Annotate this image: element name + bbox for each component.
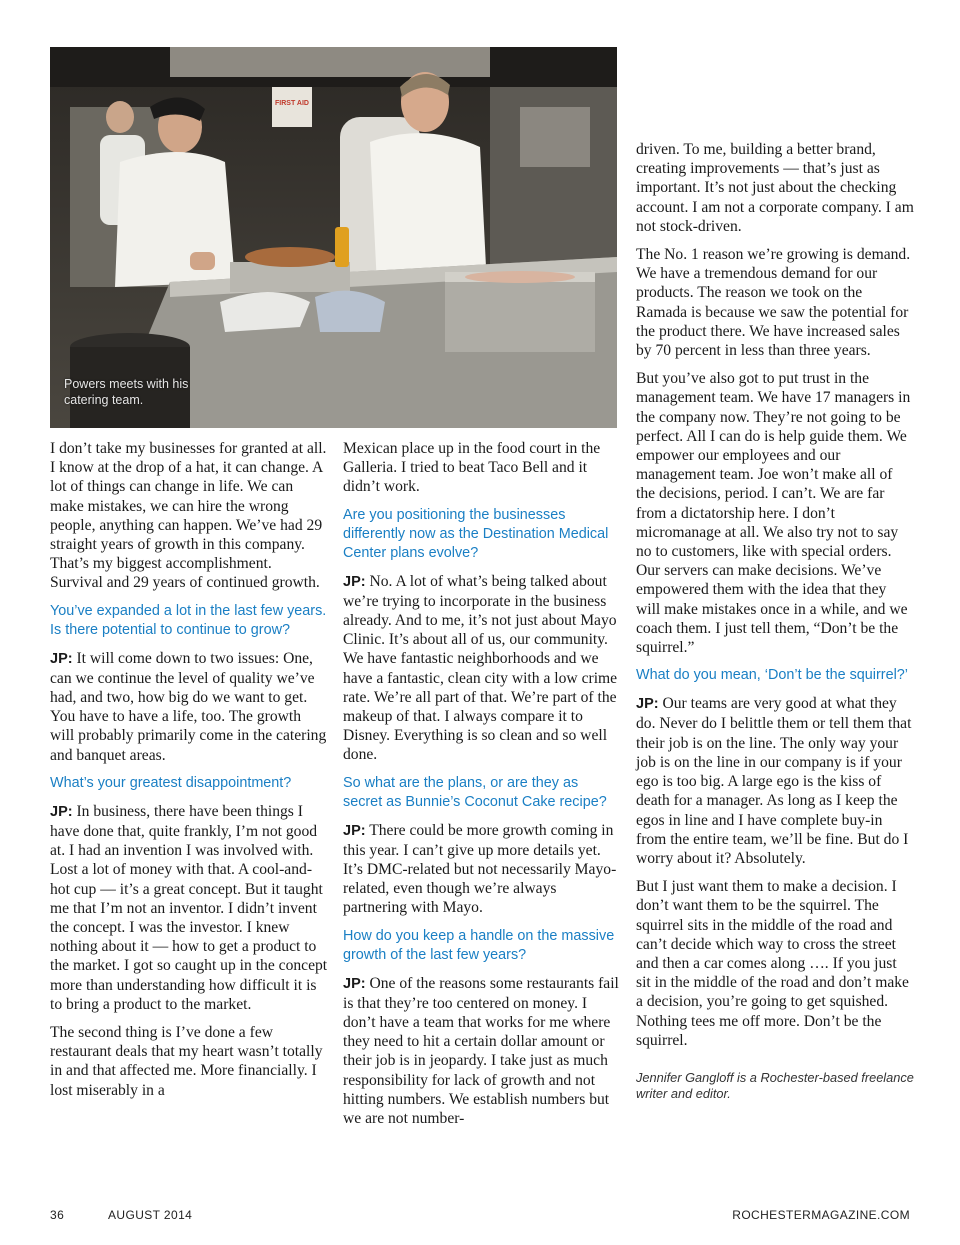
body-paragraph: driven. To me, building a better brand, creating improvements — that’s just as important. It’s not just about the checking account. I am not a corporate company. I am not stock-driven. bbox=[636, 141, 914, 235]
body-paragraph: But I just want them to make a decision. I don’t want them to be the squirrel. The squirrel sits in the middle of the road and can’t decide which way to cross the street and then a car comes along …. If you just sit in the middle of the road and don’t make a decision, you’re going to get squished. Nothing tees me off more. Don’t be the squirrel. bbox=[636, 878, 909, 1049]
article-column-3 bbox=[636, 140, 914, 1112]
answer-text: It will come down to two issues: One, can we continue the level of quality we’ve had, and two, how big do we want to get. You have to have a life, too. The growth will probably primarily come in the catering and banquet areas. bbox=[50, 649, 327, 764]
speaker-label: JP: bbox=[343, 573, 366, 590]
interview-question: You’ve expanded a lot in the last few years. Is there potential to continue to grow? bbox=[50, 602, 327, 638]
article-photo bbox=[50, 47, 617, 428]
article-column-1 bbox=[50, 439, 328, 1109]
page-number: 36 bbox=[50, 1208, 65, 1222]
interview-answer bbox=[343, 974, 621, 1129]
interview-answer bbox=[50, 802, 328, 1014]
interview-question: What’s your greatest disappointment? bbox=[50, 774, 292, 791]
interview-question: What do you mean, ‘Don’t be the squirrel?’ bbox=[636, 667, 908, 684]
interview-answer bbox=[50, 649, 328, 765]
answer-text: No. A lot of what’s being talked about we’re trying to incorporate in the business already. And to me, it’s not just about Mayo Clinic. It’s about all of us, our community. We have fantastic neighborhoods and we have a fantastic, clean city with a low crime rate. We’re all part of that. We’re part of the makeup of that. I always compare it to Disney. Everything is so clean and so well done. bbox=[343, 572, 618, 764]
photo-caption: Powers meets with his catering team. bbox=[64, 377, 189, 407]
speaker-label: JP: bbox=[50, 650, 73, 667]
interview-question: Are you positioning the businesses differently now as the Destination Medical Center plans evolve? bbox=[343, 506, 609, 561]
kitchen-photo-illustration bbox=[50, 47, 617, 428]
first-aid-sign: FIRST AID bbox=[275, 100, 309, 107]
interview-question: How do you keep a handle on the massive growth of the last few years? bbox=[343, 927, 615, 963]
interview-answer bbox=[343, 821, 621, 918]
answer-text: There could be more growth coming in this year. I can’t give up more details yet. It’s DMC-related but not necessarily Mayo-related, even though we’re always partnering with Mayo. bbox=[343, 821, 617, 917]
interview-answer bbox=[343, 572, 621, 765]
speaker-label: JP: bbox=[343, 975, 366, 992]
body-paragraph: But you’ve also got to put trust in the management team. We have 17 managers in the company now. They’re not going to be perfect. All I can do is help guide them. We empower our employees and our management team. Joe won’t make all of the decisions, period. I can’t. We are far from a dictatorship here. I don’t micromanage at all. We also try not to say no to customers, like with special orders. Our servers can make decisions. We’ve empowered them with the idea that they will make mistakes once in a while, and we coach them. I just tell them, “Don’t be the squirrel.” bbox=[636, 370, 911, 657]
interview-answer bbox=[636, 694, 914, 868]
answer-text: Our teams are very good at what they do. Never do I belittle them or tell them that their job is on the line. The only way your job is on the line in our company is if your ego is too big. A large ego is the kiss of death for a manager. As long as I keep the egos in line and I have complete buy-in from the entire team, we’ll be fine. But do I worry about it? Absolutely. bbox=[636, 695, 912, 867]
body-paragraph: Mexican place up in the food court in the Galleria. I tried to beat Taco Bell and it didn’t work. bbox=[343, 440, 601, 496]
body-paragraph: I don’t take my businesses for granted at all. I know at the drop of a hat, it can change. A lot of things can change in life. We can make mistakes, we can hire the wrong people, anything can happen. We’ve had 29 straight years of growth in this company. That’s my biggest accomplishment. Survival and 29 years of continued growth. bbox=[50, 440, 327, 592]
interview-question: So what are the plans, or are they as secret as Bunnie’s Coconut Cake recipe? bbox=[343, 774, 607, 810]
author-bio: Jennifer Gangloff is a Rochester-based freelance writer and editor. bbox=[636, 1069, 914, 1102]
article-column-2 bbox=[343, 439, 621, 1137]
answer-text: In business, there have been things I have done that, quite frankly, I’m not good at. I had an invention I was involved with. Lost a lot of money with that. A cool-and-hot cup — it’s a great concept. But it taught me that I’m not an inventor. I didn’t invent the concept. I was the investor. I knew nothing about it — how to get a product to the market. I got so caught up in the concept more than understanding how difficult it is to bring a product to the market. bbox=[50, 802, 328, 1013]
speaker-label: JP: bbox=[50, 803, 73, 820]
issue-date: AUGUST 2014 bbox=[108, 1208, 193, 1222]
website-link[interactable]: ROCHESTERMAGAZINE.COM bbox=[732, 1208, 910, 1222]
speaker-label: JP: bbox=[636, 696, 659, 713]
speaker-label: JP: bbox=[343, 822, 366, 839]
answer-text: One of the reasons some restaurants fail is that they’re too centered on money. I don’t have a team that works for me where they need to hit a certain dollar amount or their job is in jeopardy. I take just as much responsibility for lack of growth and not hitting numbers. We establish numbers but we are not number- bbox=[343, 974, 619, 1128]
body-paragraph: The second thing is I’ve done a few restaurant deals that my heart wasn’t totally in and that affected me. More financially. I lost miserably in a bbox=[50, 1024, 323, 1099]
body-paragraph: The No. 1 reason we’re growing is demand. We have a tremendous demand for our products. The reason we took on the Ramada is because we saw the potential for the product there. We have increased sales by 70 percent in less than three years. bbox=[636, 246, 911, 360]
